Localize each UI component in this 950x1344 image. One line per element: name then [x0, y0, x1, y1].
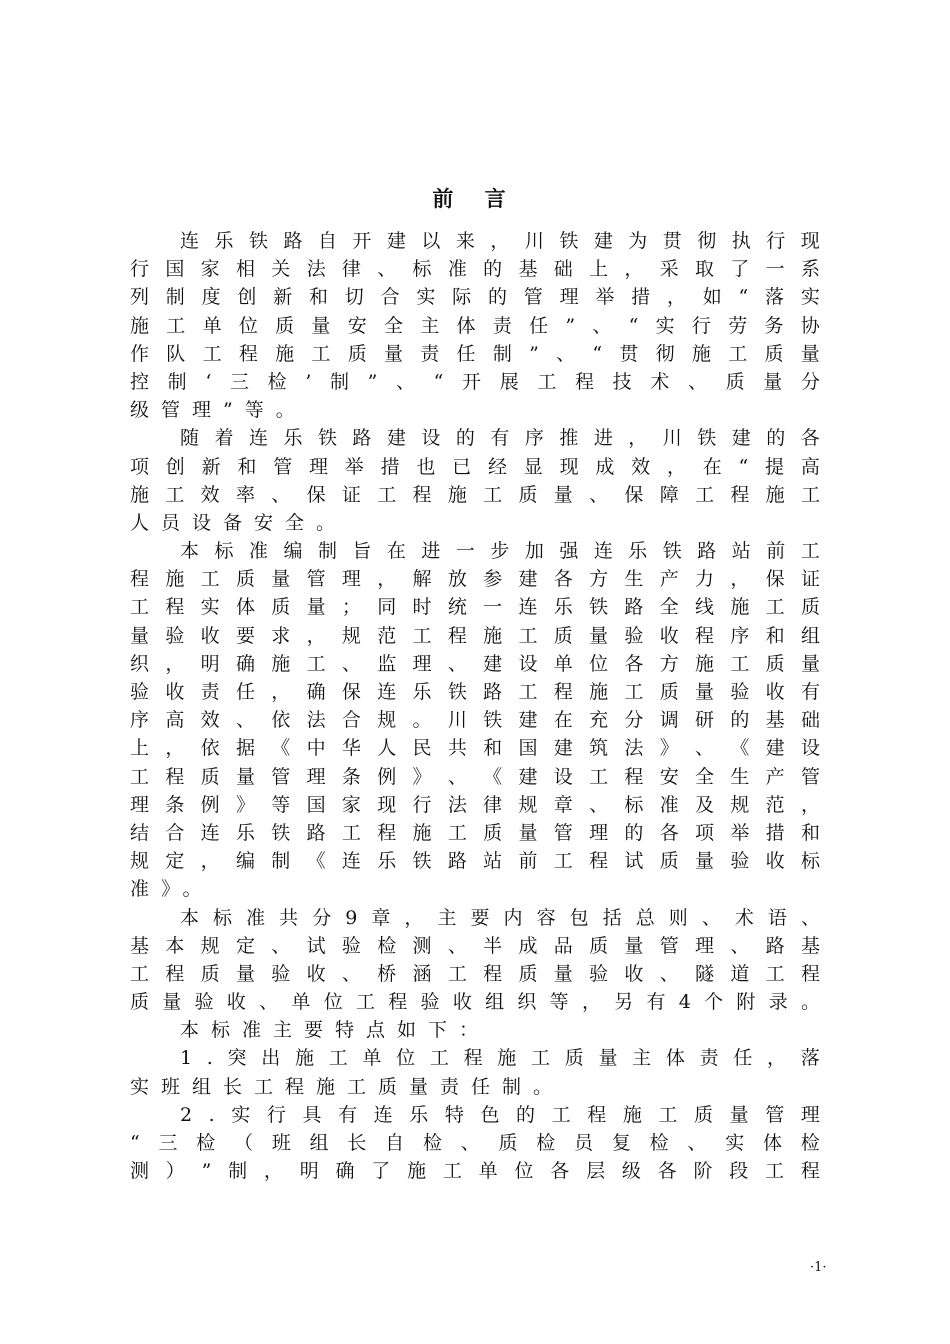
text-line: 质 量 验 收 、 单 位 工 程 验 收 组 织 等 ， 另 有 4 个 附 录 。 — [130, 991, 820, 1014]
text-line: 列 制 度 创 新 和 切 合 实 际 的 管 理 举 措 ， 如 “ 落 实 — [130, 286, 820, 309]
text-line: 程 施 工 质 量 管 理 ， 解 放 参 建 各 方 生 产 力 ， 保 证 — [130, 568, 820, 591]
text-line: 人员设备安全。 — [130, 511, 348, 534]
text-line: 2 . 实 行 具 有 连 乐 特 色 的 工 程 施 工 质 量 管 理 — [180, 1103, 820, 1126]
text-line: 规 定 ， 编 制 《 连 乐 铁 路 站 前 工 程 试 质 量 验 收 标 — [130, 850, 820, 873]
text-line: 上 ， 依 据 《 中 华 人 民 共 和 国 建 筑 法 》 、 《 建 设 — [130, 737, 820, 760]
text-line: 准》。 — [130, 878, 214, 901]
text-line: 工 程 质 量 验 收 、 桥 涵 工 程 质 量 验 收 、 隧 道 工 程 — [130, 962, 820, 985]
text-line: 序 高 效 、 依 法 合 规 。 川 铁 建 在 充 分 调 研 的 基 础 — [130, 709, 820, 732]
text-line: 施 工 效 率 、 保 证 工 程 施 工 质 量 、 保 障 工 程 施 工 — [130, 483, 820, 506]
text-line: 连 乐 铁 路 自 开 建 以 来 ， 川 铁 建 为 贯 彻 执 行 现 — [180, 230, 820, 252]
text-line: 量 验 收 要 求 ， 规 范 工 程 施 工 质 量 验 收 程 序 和 组 — [130, 624, 820, 647]
text-line: 工 程 质 量 管 理 条 例 》 、 《 建 设 工 程 安 全 生 产 管 — [130, 765, 820, 788]
text-line: “ 三 检 （ 班 组 长 自 检 、 质 检 员 复 检 、 实 体 检 — [130, 1132, 820, 1154]
text-line: 1 . 突 出 施 工 单 位 工 程 施 工 质 量 主 体 责 任 ， 落 — [180, 1047, 820, 1070]
text-line: 织 ， 明 确 施 工 、 监 理 、 建 设 单 位 各 方 施 工 质 量 — [130, 652, 820, 675]
page-title: 前 言 — [432, 186, 518, 211]
text-line: 验 收 责 任 ， 确 保 连 乐 铁 路 工 程 施 工 质 量 验 收 有 — [130, 681, 820, 703]
text-line: 施 工 单 位 质 量 安 全 主 体 责 任 ” 、 “ 实 行 劳 务 协 — [130, 314, 820, 337]
text-line: 项 创 新 和 管 理 举 措 也 已 经 显 现 成 效 ， 在 “ 提 高 — [130, 455, 820, 478]
text-line: 测 ） ” 制 ， 明 确 了 施 工 单 位 各 层 级 各 阶 段 工 程 — [130, 1160, 820, 1183]
text-line: 级管理”等。 — [130, 399, 307, 422]
text-line: 本 标 准 编 制 旨 在 进 一 步 加 强 连 乐 铁 路 站 前 工 — [180, 540, 820, 563]
text-line: 作 队 工 程 施 工 质 量 责 任 制 ” 、 “ 贯 彻 施 工 质 量 — [130, 342, 820, 365]
text-line: 实班组长工程施工质量责任制。 — [130, 1075, 565, 1098]
text-line: 工 程 实 体 质 量 ； 同 时 统 一 连 乐 铁 路 全 线 施 工 质 — [130, 596, 820, 619]
page-number: ·1· — [810, 1260, 827, 1275]
text-line: 控 制 ‘ 三 检 ’ 制 ” 、 “ 开 展 工 程 技 术 、 质 量 分 — [130, 370, 820, 393]
text-line: 基 本 规 定 、 试 验 检 测 、 半 成 品 质 量 管 理 、 路 基 — [130, 934, 820, 957]
body-text — [130, 227, 820, 1185]
text-line: 本标准主要特点如下： — [180, 1019, 491, 1042]
text-line: 行 国 家 相 关 法 律 、 标 准 的 基 础 上 ， 采 取 了 一 系 — [130, 258, 820, 281]
text-line: 随 着 连 乐 铁 路 建 设 的 有 序 推 进 ， 川 铁 建 的 各 — [180, 427, 820, 450]
text-line: 本 标 准 共 分 9 章 ， 主 要 内 容 包 括 总 则 、 术 语 、 — [180, 906, 820, 929]
text-line: 结 合 连 乐 铁 路 工 程 施 工 质 量 管 理 的 各 项 举 措 和 — [130, 821, 820, 844]
text-line: 理 条 例 》 等 国 家 现 行 法 律 规 章 、 标 准 及 规 范 ， — [130, 793, 820, 816]
